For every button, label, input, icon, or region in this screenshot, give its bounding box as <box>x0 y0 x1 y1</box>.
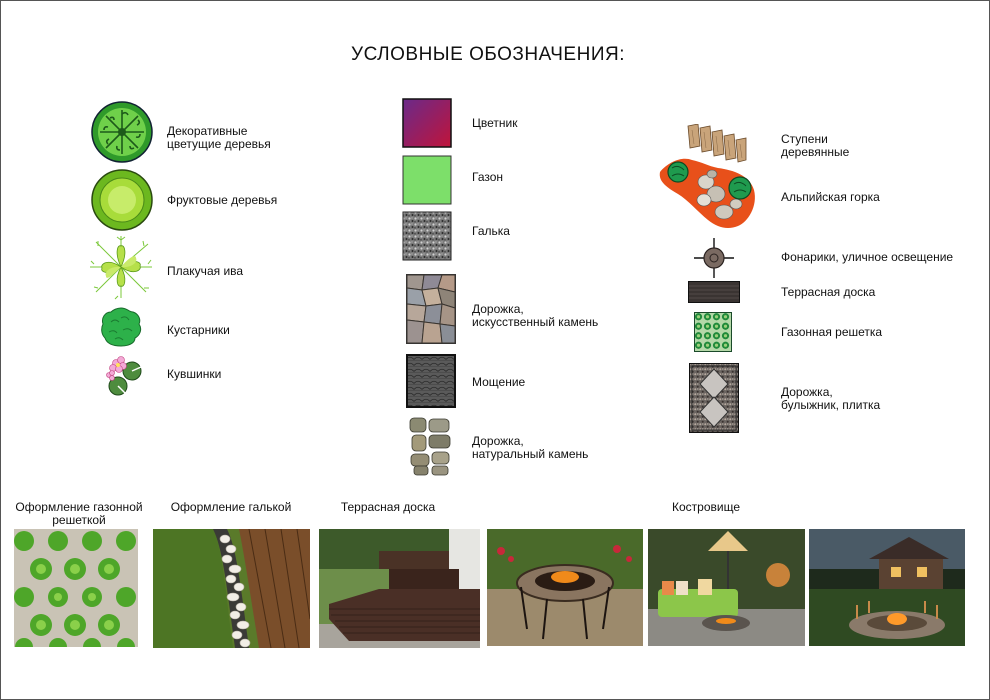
legend-label: Цветник <box>472 116 518 130</box>
lawn-grid-photo <box>14 529 138 647</box>
legend-label: Кустарники <box>167 323 230 337</box>
paving-swatch <box>406 354 456 408</box>
fire-pit-photo-1 <box>487 529 643 646</box>
lawn-swatch <box>402 155 452 205</box>
flowering-tree-icon <box>90 100 154 164</box>
cobble-tile-path-icon <box>689 363 739 433</box>
shrub-icon <box>99 306 143 348</box>
legend-label: Террасная доска <box>781 285 876 299</box>
fire-pit-photo-3 <box>809 529 965 646</box>
page-title: УСЛОВНЫЕ ОБОЗНАЧЕНИЯ: <box>351 44 625 65</box>
lamp-icon <box>692 238 736 278</box>
legend-label: Ступени деревянные <box>781 132 850 159</box>
pebble-swatch <box>402 211 452 261</box>
legend-label: Галька <box>472 224 510 238</box>
photo-caption: Оформление галькой <box>170 500 292 514</box>
pebble-border-photo <box>153 529 310 648</box>
artificial-stone-path-swatch <box>406 274 456 344</box>
legend-label: Альпийская горка <box>781 190 880 204</box>
fruit-tree-icon <box>90 168 154 232</box>
weeping-willow-icon <box>88 234 154 300</box>
legend-label: Мощение <box>472 375 526 389</box>
photo-caption: Костровище <box>672 500 740 514</box>
legend-label: Плакучая ива <box>167 264 244 278</box>
photo-caption: Оформление газонной решеткой <box>15 500 143 527</box>
legend-label: Фонарики, уличное освещение <box>781 250 954 264</box>
legend-label: Газон <box>472 170 504 184</box>
decking-icon <box>688 281 740 303</box>
legend-label: Дорожка, искусственный камень <box>472 302 599 329</box>
natural-stone-path-swatch <box>408 416 452 476</box>
legend-label: Дорожка, натуральный камень <box>472 434 589 461</box>
flowerbed-swatch <box>402 98 452 148</box>
fire-pit-photo-2 <box>648 529 805 646</box>
legend-label: Газонная решетка <box>781 325 883 339</box>
legend-label: Кувшинки <box>167 367 222 381</box>
legend-label: Фруктовые деревья <box>167 193 278 207</box>
legend-label: Дорожка, булыжник, плитка <box>781 385 881 412</box>
rock-garden-icon <box>658 154 758 232</box>
decking-photo <box>319 529 480 648</box>
lawn-grid-icon <box>694 312 732 352</box>
legend-label: Декоративные цветущие деревья <box>167 124 271 151</box>
photo-caption: Террасная доска <box>340 500 436 514</box>
water-lily-icon <box>101 353 145 397</box>
